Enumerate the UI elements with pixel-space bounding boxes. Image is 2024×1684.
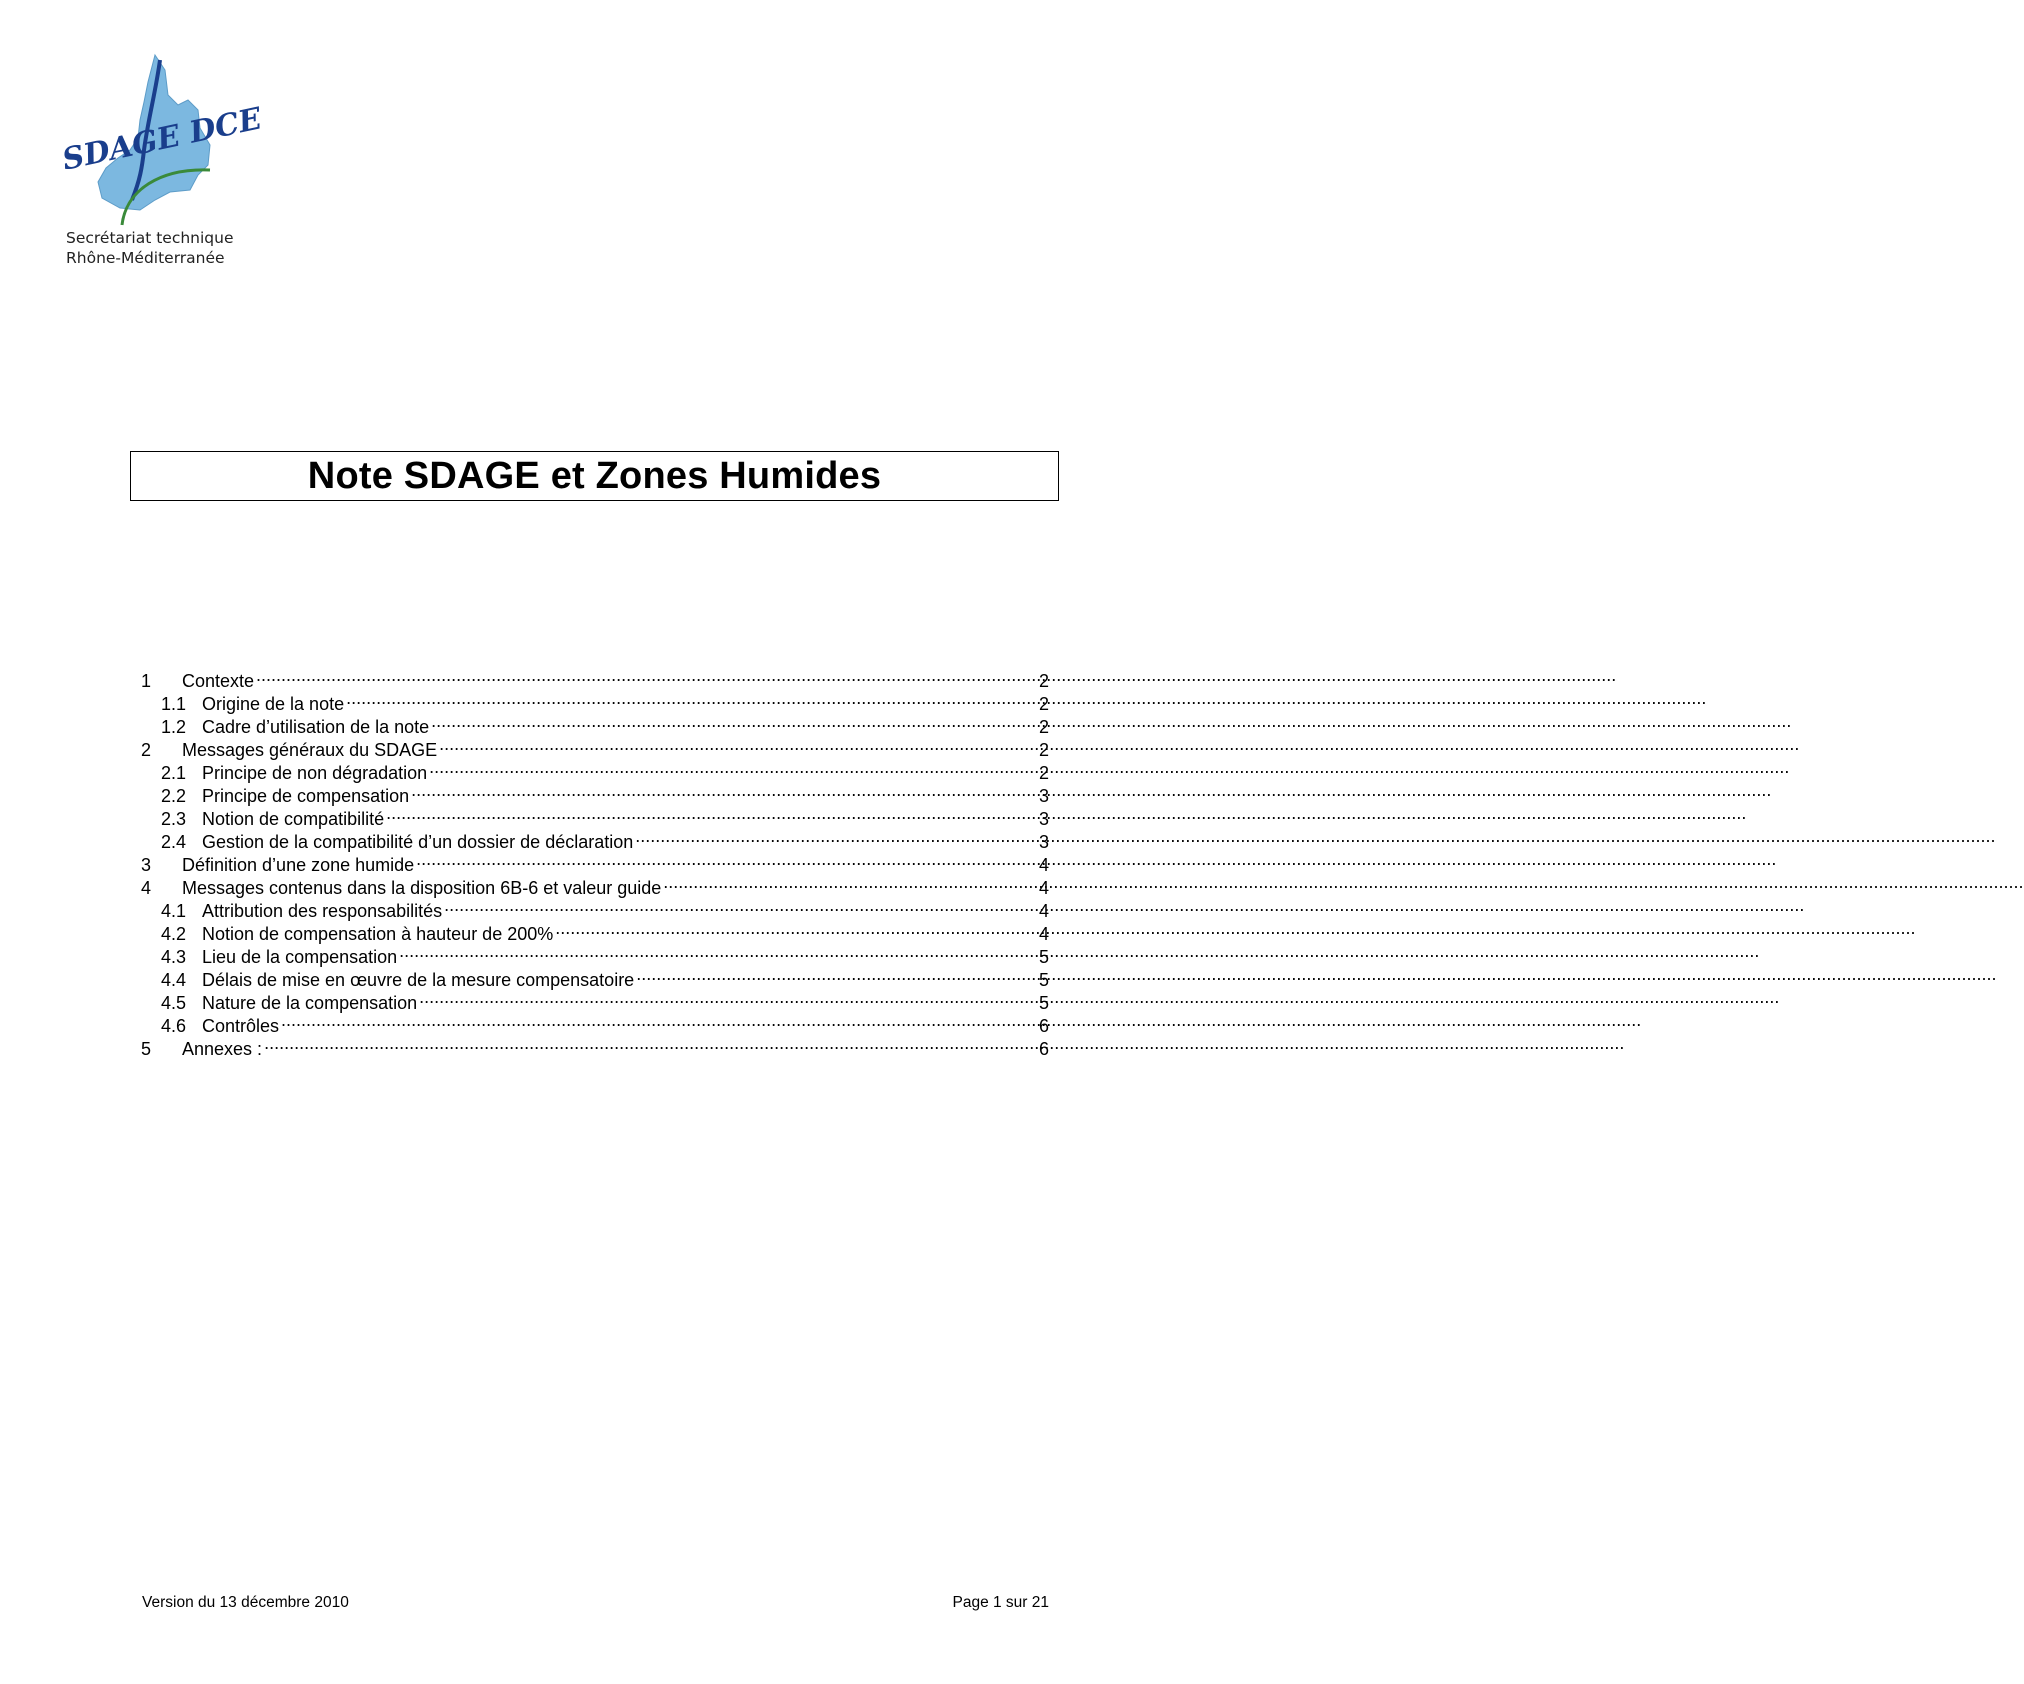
toc-leader-dots (386, 802, 1037, 825)
toc-leader-dots (635, 825, 1037, 848)
toc-entry-number: 2.1 (161, 763, 187, 783)
table-of-contents (141, 664, 1049, 1059)
toc-entry-title: Définition d’une zone humide (182, 855, 415, 875)
toc-entry-number: 4.2 (161, 924, 187, 944)
toc-leader-dots (264, 1032, 1037, 1055)
logo-caption-line1: Secrétariat technique (66, 229, 234, 247)
toc-entry-title: Annexes : (182, 1039, 263, 1059)
toc-entry-page: 4 (1038, 855, 1049, 875)
toc-leader-dots (431, 710, 1037, 733)
toc-entry-number: 5 (141, 1039, 152, 1059)
toc-leader-dots (439, 733, 1037, 756)
toc-entry-number: 2.3 (161, 809, 187, 829)
toc-entry-title: Contrôles (202, 1016, 280, 1036)
toc-entry-page: 5 (1038, 970, 1049, 990)
logo-caption-line2: Rhône-Méditerranée (66, 249, 225, 267)
toc-entry-number: 4 (141, 878, 152, 898)
toc-entry-title: Gestion de la compatibilité d’un dossier de déclaration (202, 832, 634, 852)
toc-leader-dots (416, 848, 1037, 871)
toc-entry[interactable] (141, 687, 1049, 714)
toc-entry-title: Lieu de la compensation (202, 947, 398, 967)
toc-entry-number: 4.4 (161, 970, 187, 990)
toc-entry-number: 4.1 (161, 901, 187, 921)
toc-leader-dots (444, 894, 1037, 917)
toc-entry[interactable] (141, 664, 1049, 691)
logo-lettering: SDAGE DCE (59, 101, 265, 178)
toc-entry-page: 3 (1038, 832, 1049, 852)
toc-entry-title: Messages contenus dans la disposition 6B-6 et valeur guide (182, 878, 662, 898)
toc-entry-number: 1 (141, 671, 152, 691)
toc-entry-page: 2 (1038, 694, 1049, 714)
toc-entry-page: 2 (1038, 763, 1049, 783)
title-box (130, 451, 1059, 501)
toc-entry[interactable] (141, 1032, 1049, 1059)
toc-entry-page: 2 (1038, 717, 1049, 737)
toc-entry-page: 6 (1038, 1039, 1049, 1059)
toc-entry-page: 2 (1038, 671, 1049, 691)
logo-caption (66, 228, 234, 268)
toc-leader-dots (281, 1009, 1037, 1032)
document-title: Note SDAGE et Zones Humides (307, 454, 882, 497)
toc-entry-page: 5 (1038, 993, 1049, 1013)
toc-entry-title: Notion de compatibilité (202, 809, 385, 829)
toc-leader-dots (419, 986, 1037, 1009)
toc-entry-page: 4 (1038, 901, 1049, 921)
toc-leader-dots (636, 963, 1037, 986)
toc-entry-title: Notion de compensation à hauteur de 200% (202, 924, 554, 944)
toc-entry-number: 3 (141, 855, 152, 875)
toc-entry-number: 1.2 (161, 717, 187, 737)
toc-leader-dots (346, 687, 1037, 710)
toc-entry-number: 4.6 (161, 1016, 187, 1036)
toc-entry-page: 6 (1038, 1016, 1049, 1036)
toc-entry-page: 4 (1038, 924, 1049, 944)
footer-version: Version du 13 décembre 2010 (142, 1594, 349, 1611)
toc-leader-dots (411, 779, 1037, 802)
toc-entry-title: Contexte (182, 671, 255, 691)
toc-entry-number: 1.1 (161, 694, 187, 714)
toc-entry-title: Origine de la note (202, 694, 345, 714)
toc-leader-dots (663, 871, 1037, 894)
sdage-dce-logo (59, 50, 265, 275)
toc-entry-title: Délais de mise en œuvre de la mesure compensatoire (202, 970, 635, 990)
footer-page-number: Page 1 sur 21 (952, 1594, 1049, 1611)
toc-entry-title: Principe de non dégradation (202, 763, 428, 783)
toc-entry-title: Attribution des responsabilités (202, 901, 443, 921)
toc-entry-page: 4 (1038, 878, 1049, 898)
toc-entry-title: Cadre d’utilisation de la note (202, 717, 430, 737)
toc-leader-dots (399, 940, 1037, 963)
sdage-dce-logo-graphic (59, 50, 265, 230)
toc-leader-dots (555, 917, 1037, 940)
toc-entry-number: 2.4 (161, 832, 187, 852)
toc-entry-title: Principe de compensation (202, 786, 410, 806)
toc-entry-number: 2.2 (161, 786, 187, 806)
toc-entry-page: 3 (1038, 786, 1049, 806)
toc-entry-title: Nature de la compensation (202, 993, 418, 1013)
toc-entry-number: 4.3 (161, 947, 187, 967)
toc-entry-page: 3 (1038, 809, 1049, 829)
toc-entry-number: 4.5 (161, 993, 187, 1013)
toc-leader-dots (256, 664, 1037, 687)
toc-entry-page: 2 (1038, 740, 1049, 760)
toc-leader-dots (429, 756, 1037, 779)
toc-entry-title: Messages généraux du SDAGE (182, 740, 438, 760)
toc-entry-number: 2 (141, 740, 152, 760)
toc-entry-page: 5 (1038, 947, 1049, 967)
